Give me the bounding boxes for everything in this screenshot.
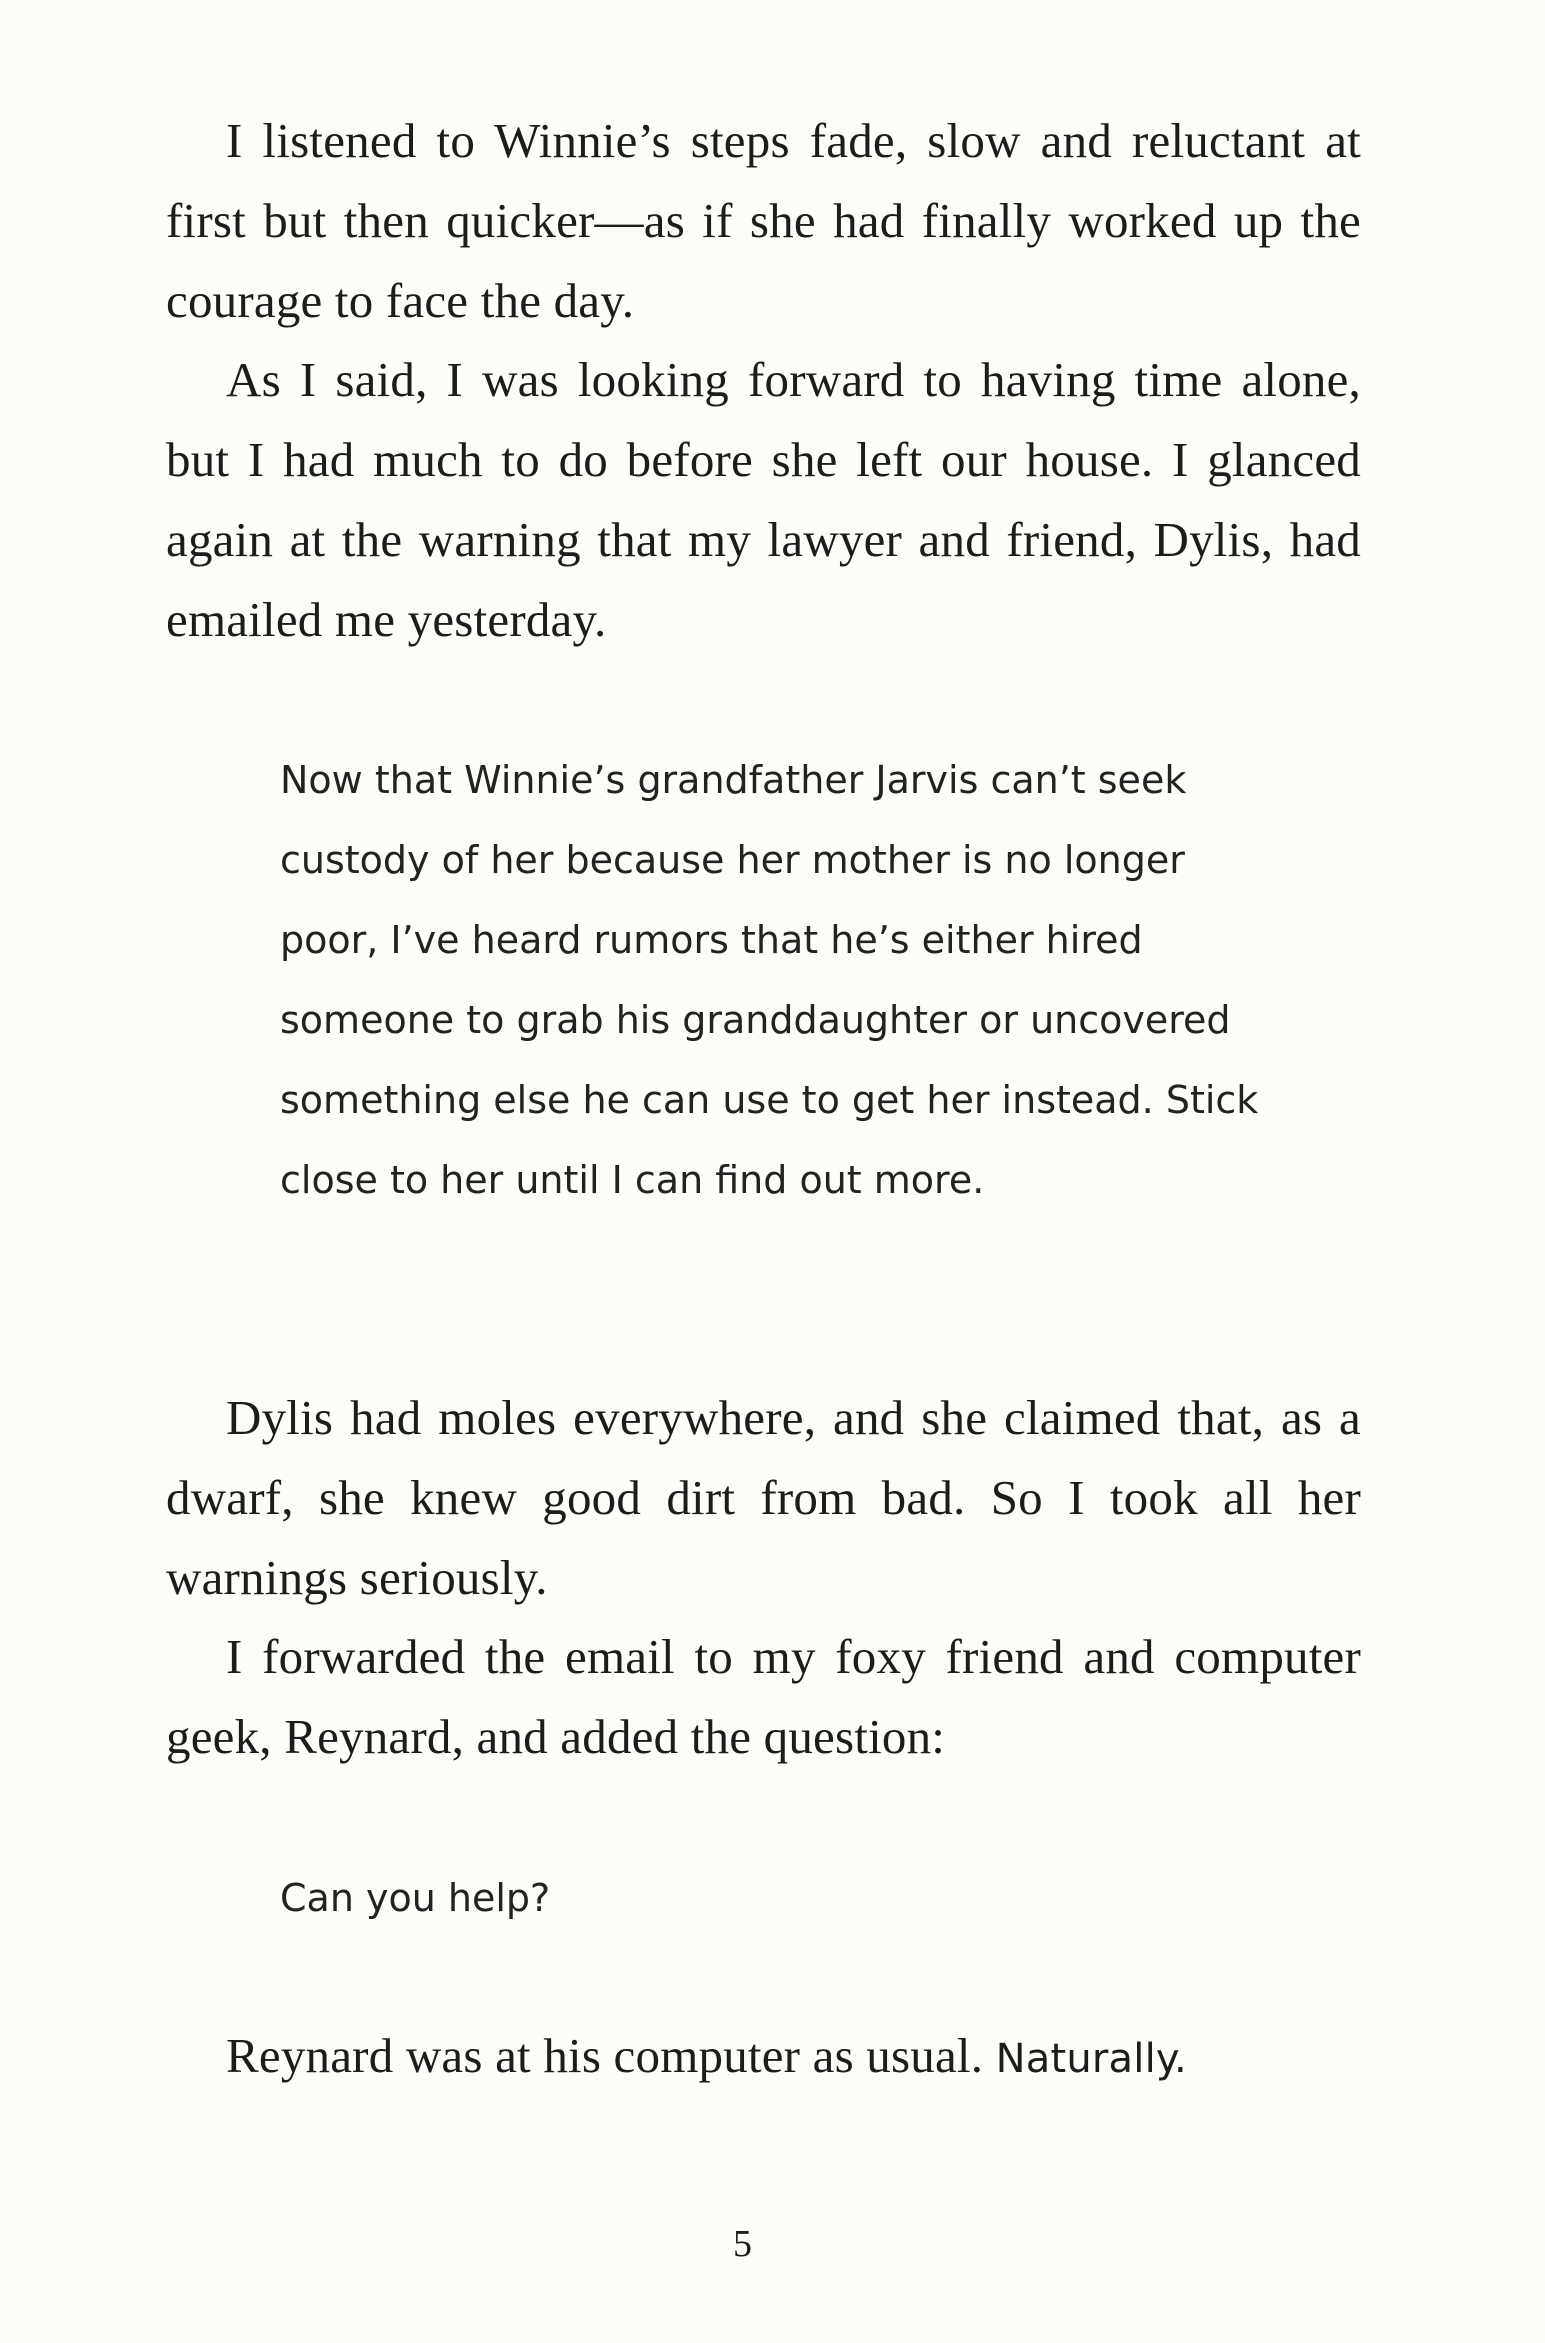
page-number: 5 — [733, 2223, 752, 2265]
email-question: Can you help? — [280, 1876, 551, 1920]
paragraph-naturally-text: Naturally. — [995, 2036, 1187, 2082]
paragraph-reynard-computer — [166, 2016, 1361, 2099]
email-warning-dylis: Now that Winnie’s grandfather Jarvis can’t seek custody of her because her mother is no longer poor, I’ve heard rumors that he’s either hired someone to grab his granddaughter or uncovered something else he can use to get her instead. Stick close to her until I can find out more. — [280, 758, 1259, 1202]
paragraph-time-alone: As I said, I was looking forward to having time alone, but I had much to do before she left our house. I glanced again at the warning that my lawyer and friend, Dylis, had emailed me yesterday. — [166, 352, 1361, 647]
paragraph-forwarded-email: I forwarded the email to my foxy friend and computer geek, Reynard, and added the question: — [166, 1629, 1361, 1764]
paragraph-reynard-text: Reynard was at his computer as usual. — [226, 2028, 984, 2083]
paragraph-winnie-steps: I listened to Winnie’s steps fade, slow and reluctant at first but then quicker—as if she had finally worked up the courage to face the day. — [166, 113, 1361, 328]
paragraph-dylis-moles: Dylis had moles everywhere, and she claimed that, as a dwarf, she knew good dirt from bad. So I took all her warnings seriously. — [166, 1390, 1361, 1605]
